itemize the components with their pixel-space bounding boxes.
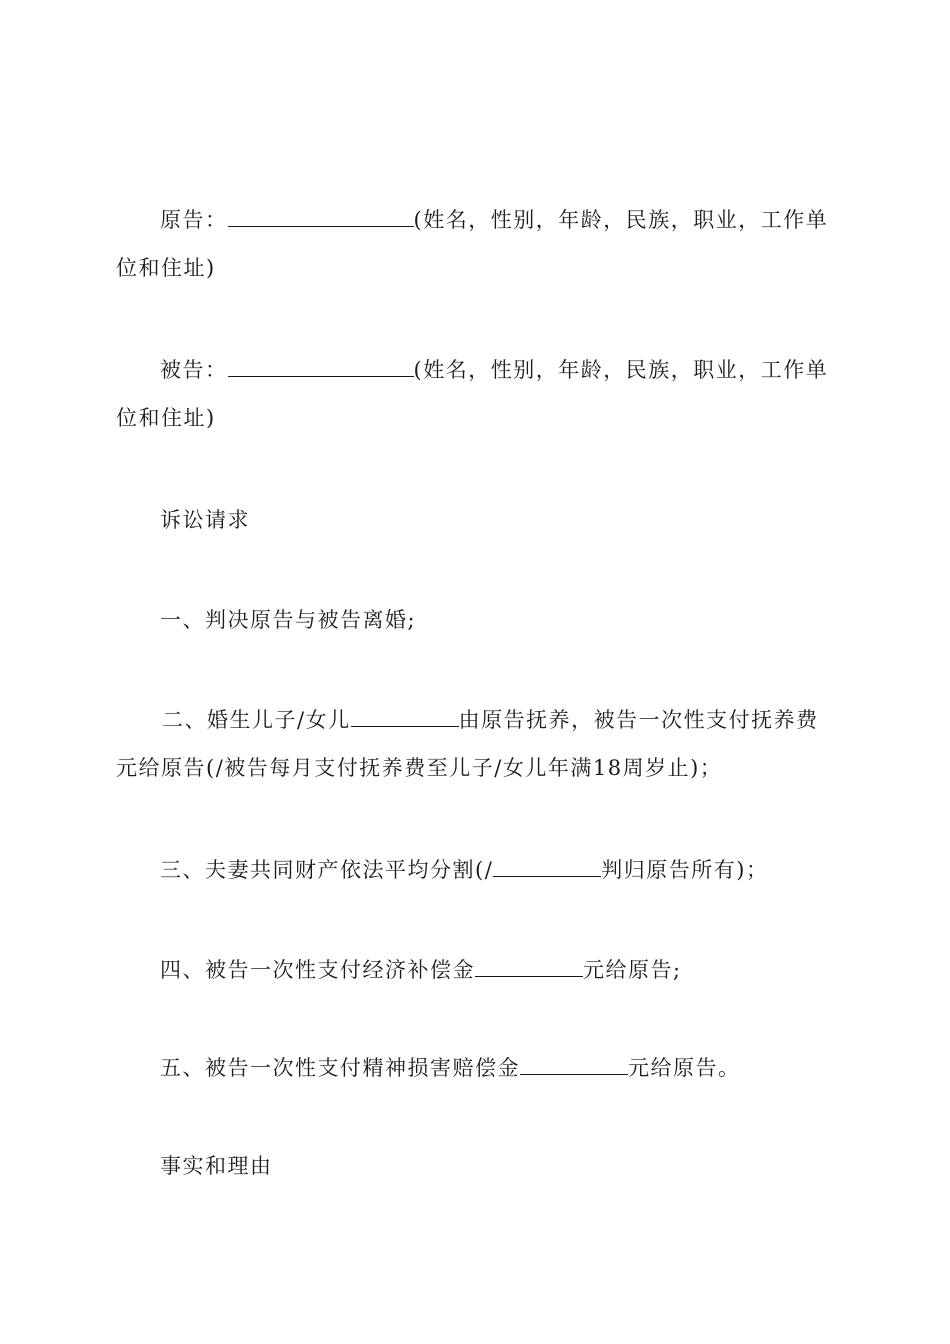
claim-1: 一、判决原告与被告离婚; — [160, 608, 417, 632]
claim-2-line-2: 元给原告(/被告每月支付抚养费至儿子/女儿年满18周岁止)； — [116, 756, 723, 780]
plaintiff-label: 原告： — [160, 208, 228, 232]
claims-heading: 诉讼请求 — [160, 508, 250, 532]
facts-heading: 事实和理由 — [160, 1154, 273, 1178]
defendant-label: 被告： — [160, 358, 228, 382]
claim-5-blank — [520, 1056, 628, 1075]
plaintiff-line-2: 位和住址) — [116, 256, 216, 280]
claim-2 — [116, 696, 838, 792]
claim-5: 五、被告一次性支付精神损害赔偿金 元给原告。 — [160, 1056, 741, 1080]
claim-4-blank — [475, 958, 583, 977]
defendant-suffix: (姓名，性别，年龄，民族，职业，工作单 — [413, 358, 829, 382]
defendant-paragraph — [116, 346, 838, 442]
claim-2-line-1: 二、婚生儿子/女儿 由原告抚养，被告一次性支付抚养费 — [162, 708, 819, 732]
defendant-line-1 — [116, 346, 838, 394]
plaintiff-suffix: (姓名，性别，年龄，民族，职业，工作单 — [413, 208, 829, 232]
defendant-line-2: 位和住址) — [116, 406, 216, 430]
claim-2-blank — [351, 708, 459, 727]
plaintiff-paragraph — [116, 196, 838, 292]
claim-3-blank — [493, 858, 601, 877]
claim-3: 三、夫妻共同财产依法平均分割(/ 判归原告所有)； — [160, 858, 769, 882]
defendant-blank — [228, 358, 414, 377]
claim-4: 四、被告一次性支付经济补偿金 元给原告; — [160, 958, 682, 982]
plaintiff-line-1 — [116, 196, 838, 244]
plaintiff-blank — [228, 208, 414, 227]
